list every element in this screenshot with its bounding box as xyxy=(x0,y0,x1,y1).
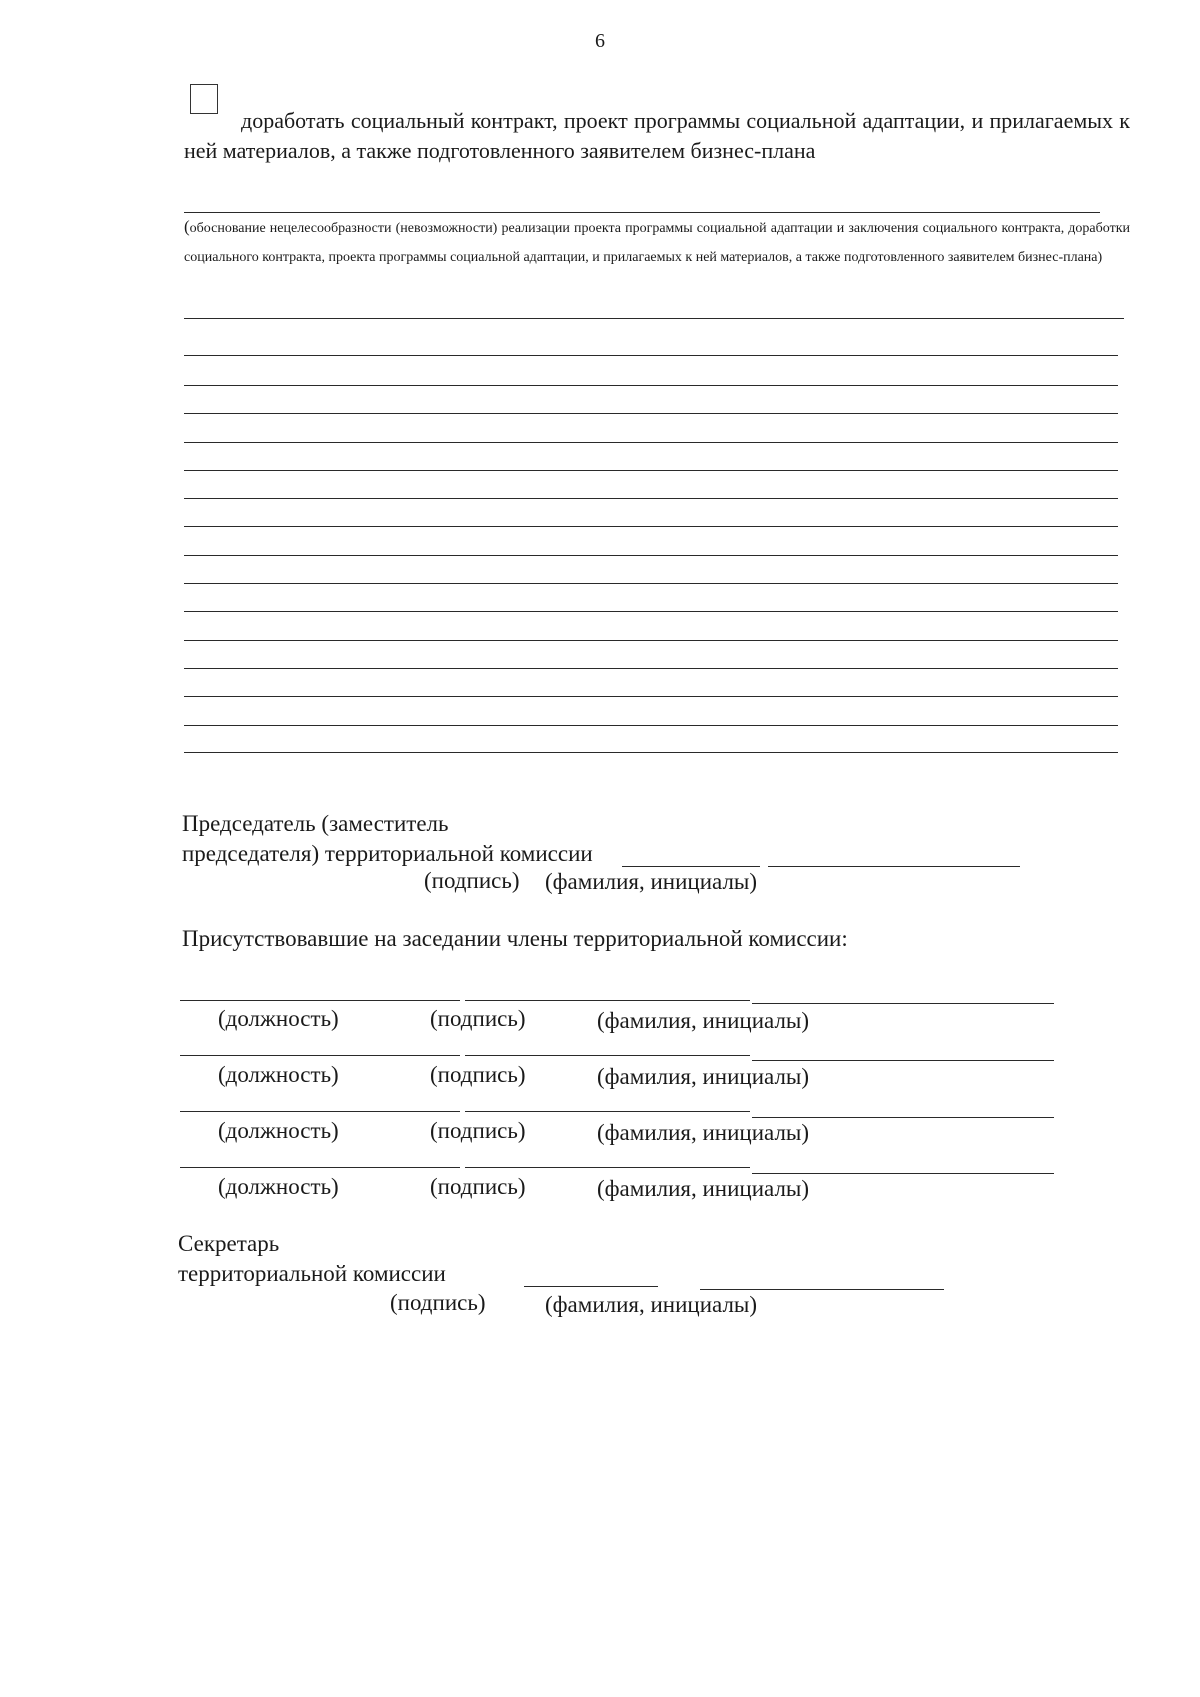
justification-line[interactable] xyxy=(184,752,1118,753)
justification-line[interactable] xyxy=(184,498,1118,499)
justification-line[interactable] xyxy=(184,470,1118,471)
justification-line[interactable] xyxy=(184,640,1118,641)
member-name-line[interactable] xyxy=(752,1003,1054,1004)
member-position-line[interactable] xyxy=(180,1167,460,1168)
member-position-label: (должность) xyxy=(218,1062,339,1087)
justification-line[interactable] xyxy=(184,355,1118,356)
member-signature-line[interactable] xyxy=(465,1111,750,1112)
page-number: 6 xyxy=(595,30,605,52)
member-signature-label: (подпись) xyxy=(430,1174,526,1199)
justification-line[interactable] xyxy=(184,725,1118,726)
chairman-name-line[interactable] xyxy=(768,866,1020,867)
secretary-title-line1: Секретарь xyxy=(178,1231,280,1256)
chairman-signature-line[interactable] xyxy=(622,866,760,867)
member-name-line[interactable] xyxy=(752,1060,1054,1061)
secretary-name-label: (фамилия, инициалы) xyxy=(545,1292,758,1317)
member-signature-line[interactable] xyxy=(465,1167,750,1168)
justification-line[interactable] xyxy=(184,555,1118,556)
justification-caption xyxy=(184,212,1130,272)
justification-line[interactable] xyxy=(184,413,1118,414)
member-signature-label: (подпись) xyxy=(430,1062,526,1087)
justification-line[interactable] xyxy=(184,318,1124,319)
caption-open-paren: ( xyxy=(184,217,190,236)
member-name-label: (фамилия, инициалы) xyxy=(597,1064,810,1089)
chairman-title-line1: Председатель (заместитель xyxy=(182,811,449,836)
chairman-name-label: (фамилия, инициалы) xyxy=(545,869,758,894)
justification-line[interactable] xyxy=(184,668,1118,669)
member-name-label: (фамилия, инициалы) xyxy=(597,1176,810,1201)
secretary-signature-line[interactable] xyxy=(524,1286,658,1287)
member-position-line[interactable] xyxy=(180,1111,460,1112)
secretary-signature-label: (подпись) xyxy=(390,1290,486,1315)
justification-line[interactable] xyxy=(184,583,1118,584)
members-heading: Присутствовавшие на заседании члены территориальной комиссии: xyxy=(182,926,848,951)
option-text: доработать социальный контракт, проект программы социальной адаптации, и прилагаемых к ней материалов, а также подготовленного заявителем бизнес-плана xyxy=(184,108,1130,163)
member-position-label: (должность) xyxy=(218,1006,339,1031)
member-name-line[interactable] xyxy=(752,1173,1054,1174)
member-signature-label: (подпись) xyxy=(430,1118,526,1143)
chairman-signature-label: (подпись) xyxy=(424,868,520,893)
member-name-line[interactable] xyxy=(752,1117,1054,1118)
justification-line[interactable] xyxy=(184,696,1118,697)
secretary-name-line[interactable] xyxy=(700,1289,944,1290)
chairman-title-line2: председателя) территориальной комиссии xyxy=(182,841,593,866)
justification-line[interactable] xyxy=(184,442,1118,443)
member-position-line[interactable] xyxy=(180,1055,460,1056)
member-position-line[interactable] xyxy=(180,1000,460,1001)
member-name-label: (фамилия, инициалы) xyxy=(597,1008,810,1033)
member-signature-line[interactable] xyxy=(465,1000,750,1001)
secretary-title-line2: территориальной комиссии xyxy=(178,1261,446,1286)
justification-line[interactable] xyxy=(184,526,1118,527)
justification-line[interactable] xyxy=(184,385,1118,386)
member-signature-line[interactable] xyxy=(465,1055,750,1056)
caption-text: обоснование нецелесообразности (невозможности) реализации проекта программы социальной адаптации и заключения социального контракта, доработки социального контракта, проекта программы социальной адаптации, и прилагаемых к ней материалов, а также подготовленного заявителем бизнес-плана) xyxy=(184,221,1130,265)
member-position-label: (должность) xyxy=(218,1174,339,1199)
member-position-label: (должность) xyxy=(218,1118,339,1143)
member-name-label: (фамилия, инициалы) xyxy=(597,1120,810,1145)
justification-line[interactable] xyxy=(184,611,1118,612)
member-signature-label: (подпись) xyxy=(430,1006,526,1031)
